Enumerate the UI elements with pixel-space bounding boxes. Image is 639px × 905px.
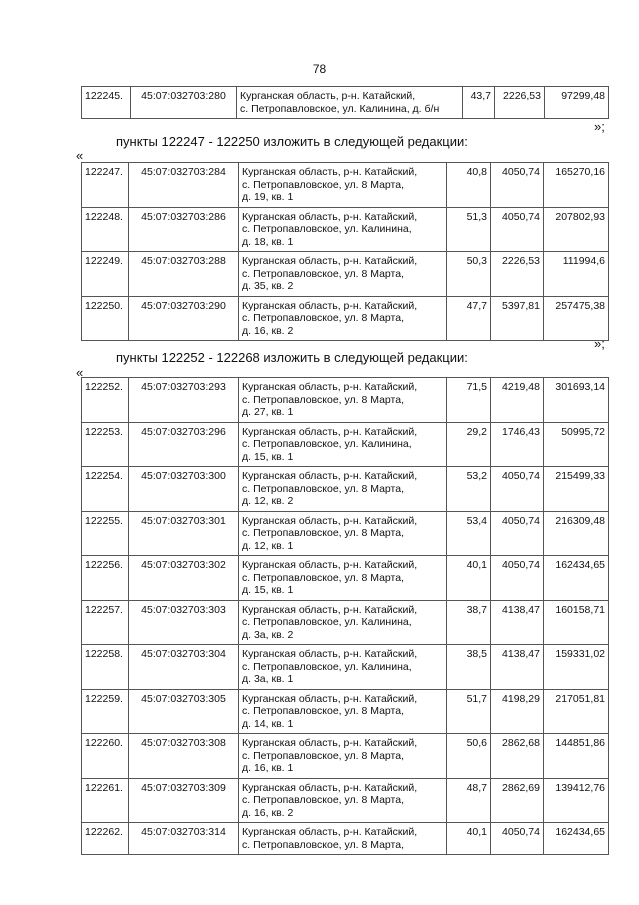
item-number-cell: 122253. [82, 422, 129, 467]
table-row [82, 823, 609, 855]
amendment-intro-text: пункты 122247 - 122250 изложить в следующей редакции: [116, 134, 468, 149]
item-number-cell: 122247. [82, 163, 129, 208]
address-cell [239, 734, 447, 779]
address-line: с. Петропавловское, ул. Калинина, [242, 223, 412, 235]
item-number-cell: 122261. [82, 778, 129, 823]
address-line: с. Петропавловское, ул. 8 Марта, [242, 312, 404, 324]
area-cell: 40,8 [447, 163, 491, 208]
address-line: д. 19, кв. 1 [242, 191, 294, 203]
address-cell [239, 778, 447, 823]
item-number-cell: 122255. [82, 511, 129, 556]
unit-price-cell: 5397,81 [491, 296, 544, 341]
total-value-cell: 301693,14 [544, 378, 609, 423]
unit-price-cell: 2226,53 [495, 87, 545, 119]
closing-quote-mark: »; [594, 336, 605, 351]
address-line: Курганская область, р-н. Катайский, [242, 648, 418, 660]
area-cell: 47,7 [447, 296, 491, 341]
address-line: с. Петропавловское, ул. Калинина, д. б/н [240, 102, 440, 115]
cadastral-number-cell: 45:07:032703:301 [129, 511, 239, 556]
unit-price-cell: 4138,47 [491, 645, 544, 690]
cadastral-number-cell: 45:07:032703:280 [131, 87, 237, 119]
address-cell [239, 600, 447, 645]
address-line: с. Петропавловское, ул. 8 Марта, [242, 705, 404, 717]
address-cell [239, 207, 447, 252]
address-line: с. Петропавловское, ул. 8 Марта, [242, 267, 404, 280]
area-cell: 38,5 [447, 645, 491, 690]
cadastral-number-cell: 45:07:032703:284 [129, 163, 239, 208]
area-cell: 48,7 [447, 778, 491, 823]
unit-price-cell: 4050,74 [491, 511, 544, 556]
item-number-cell: 122250. [82, 296, 129, 341]
table-row [82, 600, 609, 645]
table-row [82, 511, 609, 556]
cadastral-number-cell: 45:07:032703:293 [129, 378, 239, 423]
total-value-cell: 165270,16 [544, 163, 609, 208]
total-value-cell: 215499,33 [544, 467, 609, 512]
item-number-cell: 122248. [82, 207, 129, 252]
item-number-cell: 122249. [82, 252, 129, 297]
table-row [82, 645, 609, 690]
address-line: Курганская область, р-н. Катайский, [242, 826, 418, 838]
cadastral-number-cell: 45:07:032703:309 [129, 778, 239, 823]
cadastral-number-cell: 45:07:032703:290 [129, 296, 239, 341]
total-value-cell: 139412,76 [544, 778, 609, 823]
address-line: д. 18, кв. 1 [242, 235, 294, 248]
address-cell [239, 252, 447, 297]
address-line: с. Петропавловское, ул. Калинина, [242, 616, 412, 628]
item-number-cell: 122257. [82, 600, 129, 645]
property-table-middle [81, 162, 609, 341]
cadastral-number-cell: 45:07:032703:296 [129, 422, 239, 467]
address-line: д. 27, кв. 1 [242, 406, 294, 418]
address-line: Курганская область, р-н. Катайский, [242, 381, 418, 393]
address-line: с. Петропавловское, ул. 8 Марта, [242, 571, 404, 584]
address-line: Курганская область, р-н. Катайский, [242, 514, 418, 527]
address-line: Курганская область, р-н. Катайский, [242, 737, 418, 749]
total-value-cell: 257475,38 [544, 296, 609, 341]
address-cell [239, 689, 447, 734]
area-cell: 40,1 [447, 556, 491, 601]
unit-price-cell: 4198,29 [491, 689, 544, 734]
item-number-cell: 122258. [82, 645, 129, 690]
total-value-cell: 144851,86 [544, 734, 609, 779]
opening-quote-mark: « [76, 148, 84, 163]
table-row [82, 689, 609, 734]
area-cell: 53,4 [447, 511, 491, 556]
cadastral-number-cell: 45:07:032703:300 [129, 467, 239, 512]
address-line: с. Петропавловское, ул. 8 Марта, [242, 178, 404, 191]
table-row [82, 296, 609, 341]
unit-price-cell: 4050,74 [491, 467, 544, 512]
item-number-cell: 122254. [82, 467, 129, 512]
address-line: д. 3а, кв. 2 [242, 628, 294, 641]
table-row [82, 163, 609, 208]
address-cell [239, 823, 447, 855]
area-cell: 51,7 [447, 689, 491, 734]
item-number-cell: 122252. [82, 378, 129, 423]
cadastral-number-cell: 45:07:032703:288 [129, 252, 239, 297]
address-cell [239, 511, 447, 556]
table-row [82, 378, 609, 423]
total-value-cell: 217051,81 [544, 689, 609, 734]
table-row [82, 734, 609, 779]
total-value-cell: 162434,65 [544, 823, 609, 855]
unit-price-cell: 4050,74 [491, 163, 544, 208]
address-cell [239, 378, 447, 423]
unit-price-cell: 4050,74 [491, 556, 544, 601]
total-value-cell: 159331,02 [544, 645, 609, 690]
address-cell [239, 163, 447, 208]
address-line: д. 12, кв. 1 [242, 539, 294, 552]
unit-price-cell: 2226,53 [491, 252, 544, 297]
unit-price-cell: 1746,43 [491, 422, 544, 467]
address-line: д. 14, кв. 1 [242, 717, 294, 730]
item-number-cell: 122256. [82, 556, 129, 601]
unit-price-cell: 2862,69 [491, 778, 544, 823]
total-value-cell: 216309,48 [544, 511, 609, 556]
area-cell: 51,3 [447, 207, 491, 252]
address-line: Курганская область, р-н. Катайский, [242, 692, 418, 705]
address-line: д. 12, кв. 2 [242, 495, 294, 507]
total-value-cell: 162434,65 [544, 556, 609, 601]
address-line: Курганская область, р-н. Катайский, [242, 255, 418, 267]
address-line: Курганская область, р-н. Катайский, [242, 210, 418, 223]
closing-quote-mark: »; [594, 119, 605, 134]
address-line: с. Петропавловское, ул. 8 Марта, [242, 393, 404, 406]
total-value-cell: 50995,72 [544, 422, 609, 467]
address-cell [239, 422, 447, 467]
address-line: д. 15, кв. 1 [242, 450, 294, 463]
table-row [82, 422, 609, 467]
address-line: д. 3а, кв. 1 [242, 673, 294, 685]
address-line: д. 16, кв. 2 [242, 324, 294, 337]
item-number-cell: 122260. [82, 734, 129, 779]
area-cell: 53,2 [447, 467, 491, 512]
cadastral-number-cell: 45:07:032703:302 [129, 556, 239, 601]
address-line: с. Петропавловское, ул. Калинина, [242, 438, 412, 450]
address-line: с. Петропавловское, ул. 8 Марта, [242, 749, 404, 762]
property-table-top [81, 86, 609, 119]
address-cell [239, 556, 447, 601]
address-line: д. 16, кв. 2 [242, 806, 294, 819]
table-row [82, 467, 609, 512]
address-line: Курганская область, р-н. Катайский, [242, 603, 418, 616]
address-line: д. 15, кв. 1 [242, 584, 294, 596]
cadastral-number-cell: 45:07:032703:314 [129, 823, 239, 855]
cadastral-number-cell: 45:07:032703:305 [129, 689, 239, 734]
property-table-bottom [81, 377, 609, 855]
item-number-cell: 122245. [82, 87, 131, 119]
address-line: с. Петропавловское, ул. 8 Марта, [242, 482, 404, 495]
address-line: Курганская область, р-н. Катайский, [242, 425, 418, 438]
page-number: 78 [312, 62, 327, 76]
address-cell [239, 296, 447, 341]
address-line: с. Петропавловское, ул. 8 Марта, [242, 838, 404, 851]
unit-price-cell: 4050,74 [491, 823, 544, 855]
address-line: Курганская область, р-н. Катайский, [240, 90, 416, 102]
unit-price-cell: 4138,47 [491, 600, 544, 645]
total-value-cell: 97299,48 [545, 87, 609, 119]
address-line: с. Петропавловское, ул. 8 Марта, [242, 794, 404, 806]
table-row [82, 87, 609, 119]
address-cell [239, 467, 447, 512]
total-value-cell: 111994,6 [544, 252, 609, 297]
address-line: Курганская область, р-н. Катайский, [242, 470, 418, 482]
area-cell: 29,2 [447, 422, 491, 467]
area-cell: 40,1 [447, 823, 491, 855]
opening-quote-mark: « [76, 365, 84, 380]
address-line: Курганская область, р-н. Катайский, [242, 166, 418, 178]
unit-price-cell: 4219,48 [491, 378, 544, 423]
cadastral-number-cell: 45:07:032703:304 [129, 645, 239, 690]
amendment-intro-text: пункты 122252 - 122268 изложить в следующей редакции: [116, 350, 468, 365]
unit-price-cell: 4050,74 [491, 207, 544, 252]
address-line: д. 35, кв. 2 [242, 280, 294, 292]
cadastral-number-cell: 45:07:032703:308 [129, 734, 239, 779]
area-cell: 50,3 [447, 252, 491, 297]
address-line: с. Петропавловское, ул. 8 Марта, [242, 527, 404, 539]
address-line: Курганская область, р-н. Катайский, [242, 559, 418, 571]
address-cell [239, 645, 447, 690]
address-cell [237, 87, 463, 119]
table-row [82, 556, 609, 601]
unit-price-cell: 2862,68 [491, 734, 544, 779]
table-row [82, 207, 609, 252]
item-number-cell: 122259. [82, 689, 129, 734]
area-cell: 50,6 [447, 734, 491, 779]
address-line: Курганская область, р-н. Катайский, [242, 781, 418, 794]
address-line: с. Петропавловское, ул. Калинина, [242, 660, 412, 673]
cadastral-number-cell: 45:07:032703:303 [129, 600, 239, 645]
item-number-cell: 122262. [82, 823, 129, 855]
address-line: д. 16, кв. 1 [242, 762, 294, 774]
address-line: Курганская область, р-н. Катайский, [242, 299, 418, 312]
area-cell: 43,7 [463, 87, 495, 119]
table-row [82, 252, 609, 297]
cadastral-number-cell: 45:07:032703:286 [129, 207, 239, 252]
area-cell: 71,5 [447, 378, 491, 423]
area-cell: 38,7 [447, 600, 491, 645]
total-value-cell: 160158,71 [544, 600, 609, 645]
table-row [82, 778, 609, 823]
total-value-cell: 207802,93 [544, 207, 609, 252]
